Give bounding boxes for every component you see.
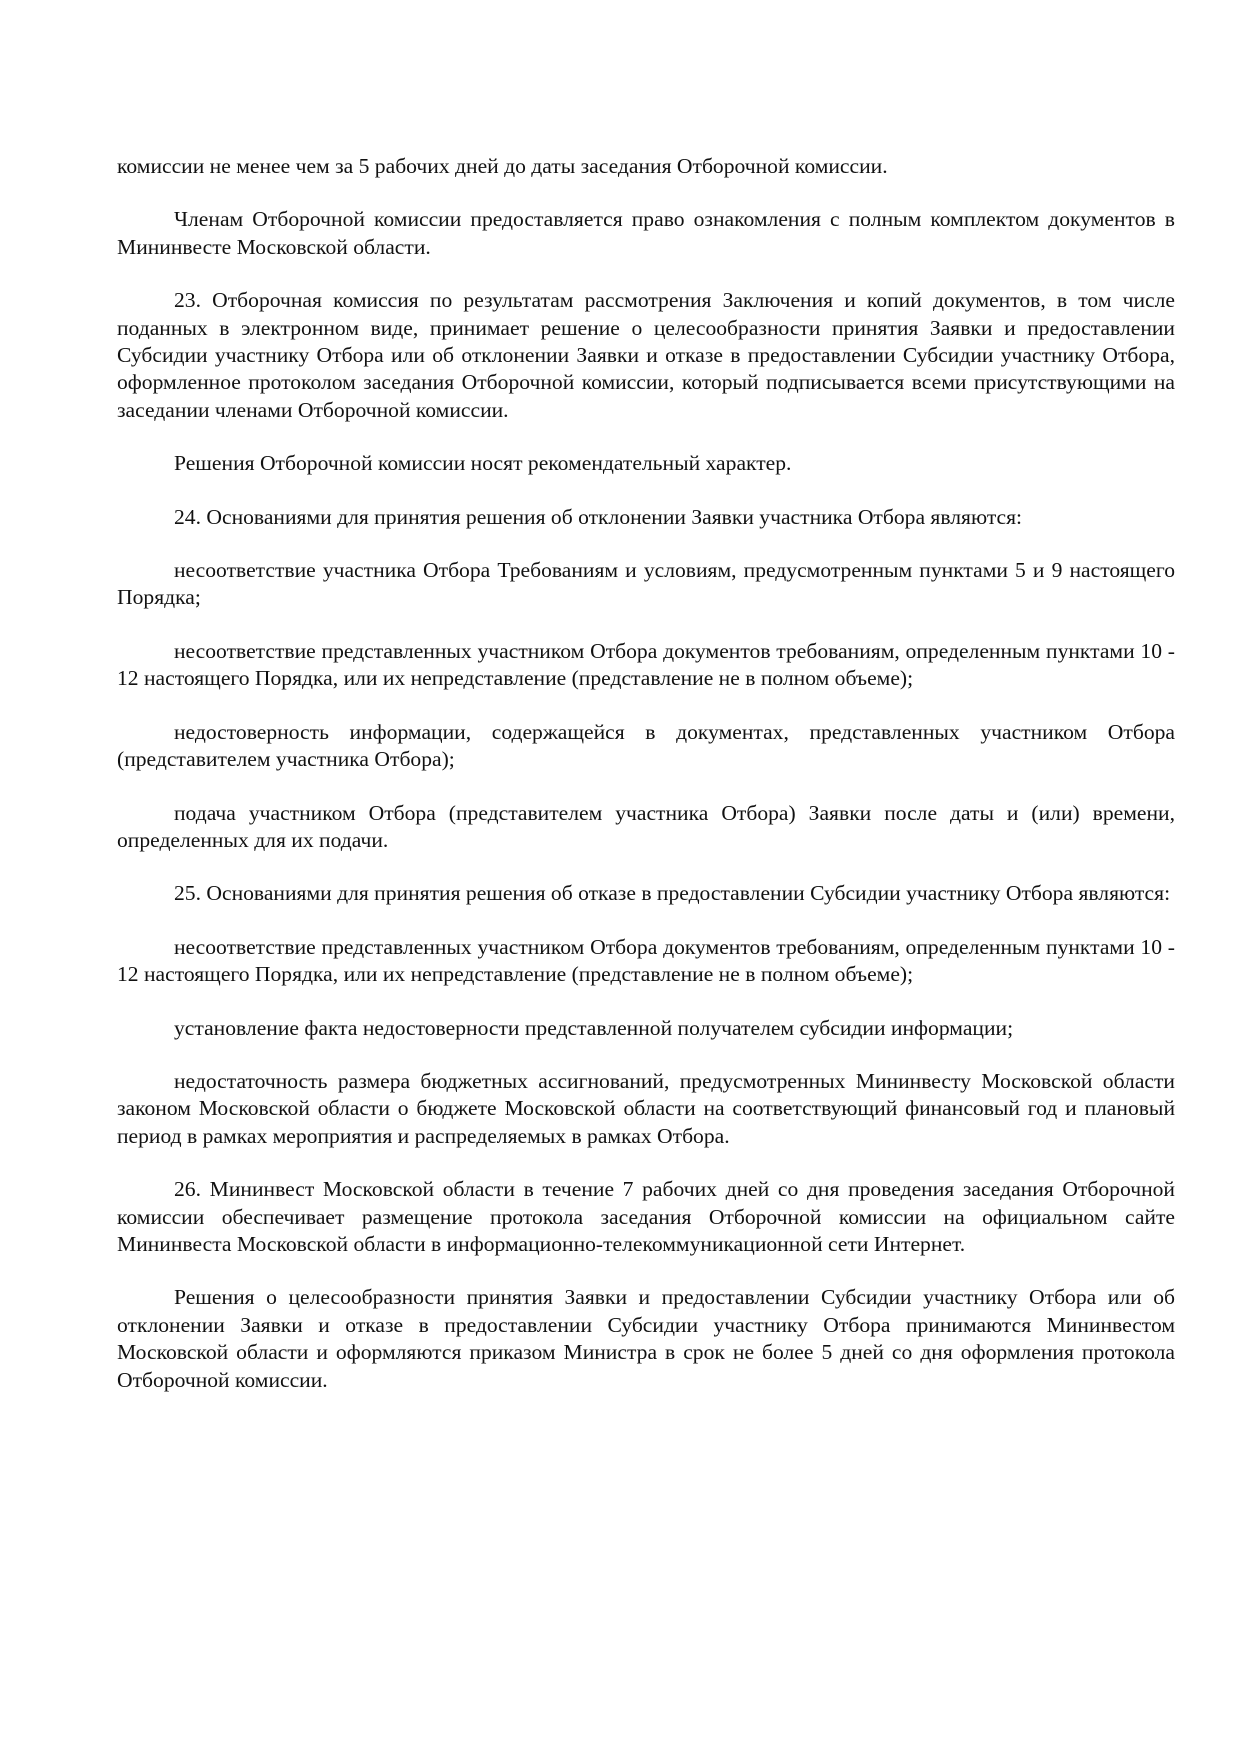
paragraph-clause-24-item-4: подача участником Отбора (представителем участника Отбора) Заявки после даты и (или) времени, определенных для их подачи.	[117, 800, 1175, 852]
paragraph-clause-23: 23. Отборочная комиссия по результатам рассмотрения Заключения и копий документов, в том числе поданных в электронном виде, принимает решение о целесообразности принятия Заявки и предоставлении Субсидии участнику Отбора или об отклонении Заявки и отказе в предоставлении Субсидии участнику Отбора, оформленное протоколом заседания Отборочной комиссии, который подписывается всеми присутствующими на заседании членами Отборочной комиссии.	[117, 288, 1175, 422]
paragraph-members-right: Членам Отборочной комиссии предоставляется право ознакомления с полным комплектом документов в Мининвесте Московской области.	[117, 207, 1175, 259]
paragraph-clause-25: 25. Основаниями для принятия решения об отказе в предоставлении Субсидии участнику Отбора являются:	[174, 881, 1171, 906]
paragraph-clause-25-item-2: установление факта недостоверности представленной получателем субсидии информации;	[174, 1015, 1014, 1040]
paragraph-clause-26-decision: Решения о целесообразности принятия Заявки и предоставлении Субсидии участнику Отбора или об отклонении Заявки и отказе в предоставлении Субсидии участнику Отбора принимаются Мининвестом Московской области и оформляются приказом Министра в срок не более 5 дней со дня оформления протокола Отборочной комиссии.	[117, 1285, 1175, 1392]
document-page	[117, 153, 1175, 1420]
paragraph-clause-24-item-2: несоответствие представленных участником Отбора документов требованиям, определенным пунктами 10 - 12 настоящего Порядка, или их непредставление (представление не в полном объеме);	[117, 638, 1175, 691]
paragraph-clause-24: 24. Основаниями для принятия решения об отклонении Заявки участника Отбора являются:	[174, 504, 1023, 529]
paragraph-clause-25-item-1: несоответствие представленных участником Отбора документов требованиям, определенным пунктами 10 - 12 настоящего Порядка, или их непредставление (представление не в полном объеме);	[117, 934, 1175, 987]
paragraph-clause-24-item-3: недостоверность информации, содержащейся в документах, представленных участником Отбора (представителем участника Отбора);	[117, 719, 1175, 772]
paragraph-continuation: комиссии не менее чем за 5 рабочих дней до даты заседания Отборочной комиссии.	[117, 154, 888, 178]
paragraph-clause-24-item-1: несоответствие участника Отбора Требованиям и условиям, предусмотренным пунктами 5 и 9 настоящего Порядка;	[117, 558, 1175, 610]
paragraph-clause-26: 26. Мининвест Московской области в течение 7 рабочих дней со дня проведения заседания Отборочной комиссии обеспечивает размещение протокола заседания Отборочной комиссии на официальном сайте Мининвеста Московской области в информационно-телекоммуникационной сети Интернет.	[117, 1177, 1175, 1256]
paragraph-clause-25-item-3: недостаточность размера бюджетных ассигнований, предусмотренных Мининвесту Московской области законом Московской области о бюджете Московской области на соответствующий финансовый год и плановый период в рамках мероприятия и распределяемых в рамках Отбора.	[117, 1068, 1175, 1148]
paragraph-advisory-nature: Решения Отборочной комиссии носят рекомендательный характер.	[174, 451, 792, 476]
